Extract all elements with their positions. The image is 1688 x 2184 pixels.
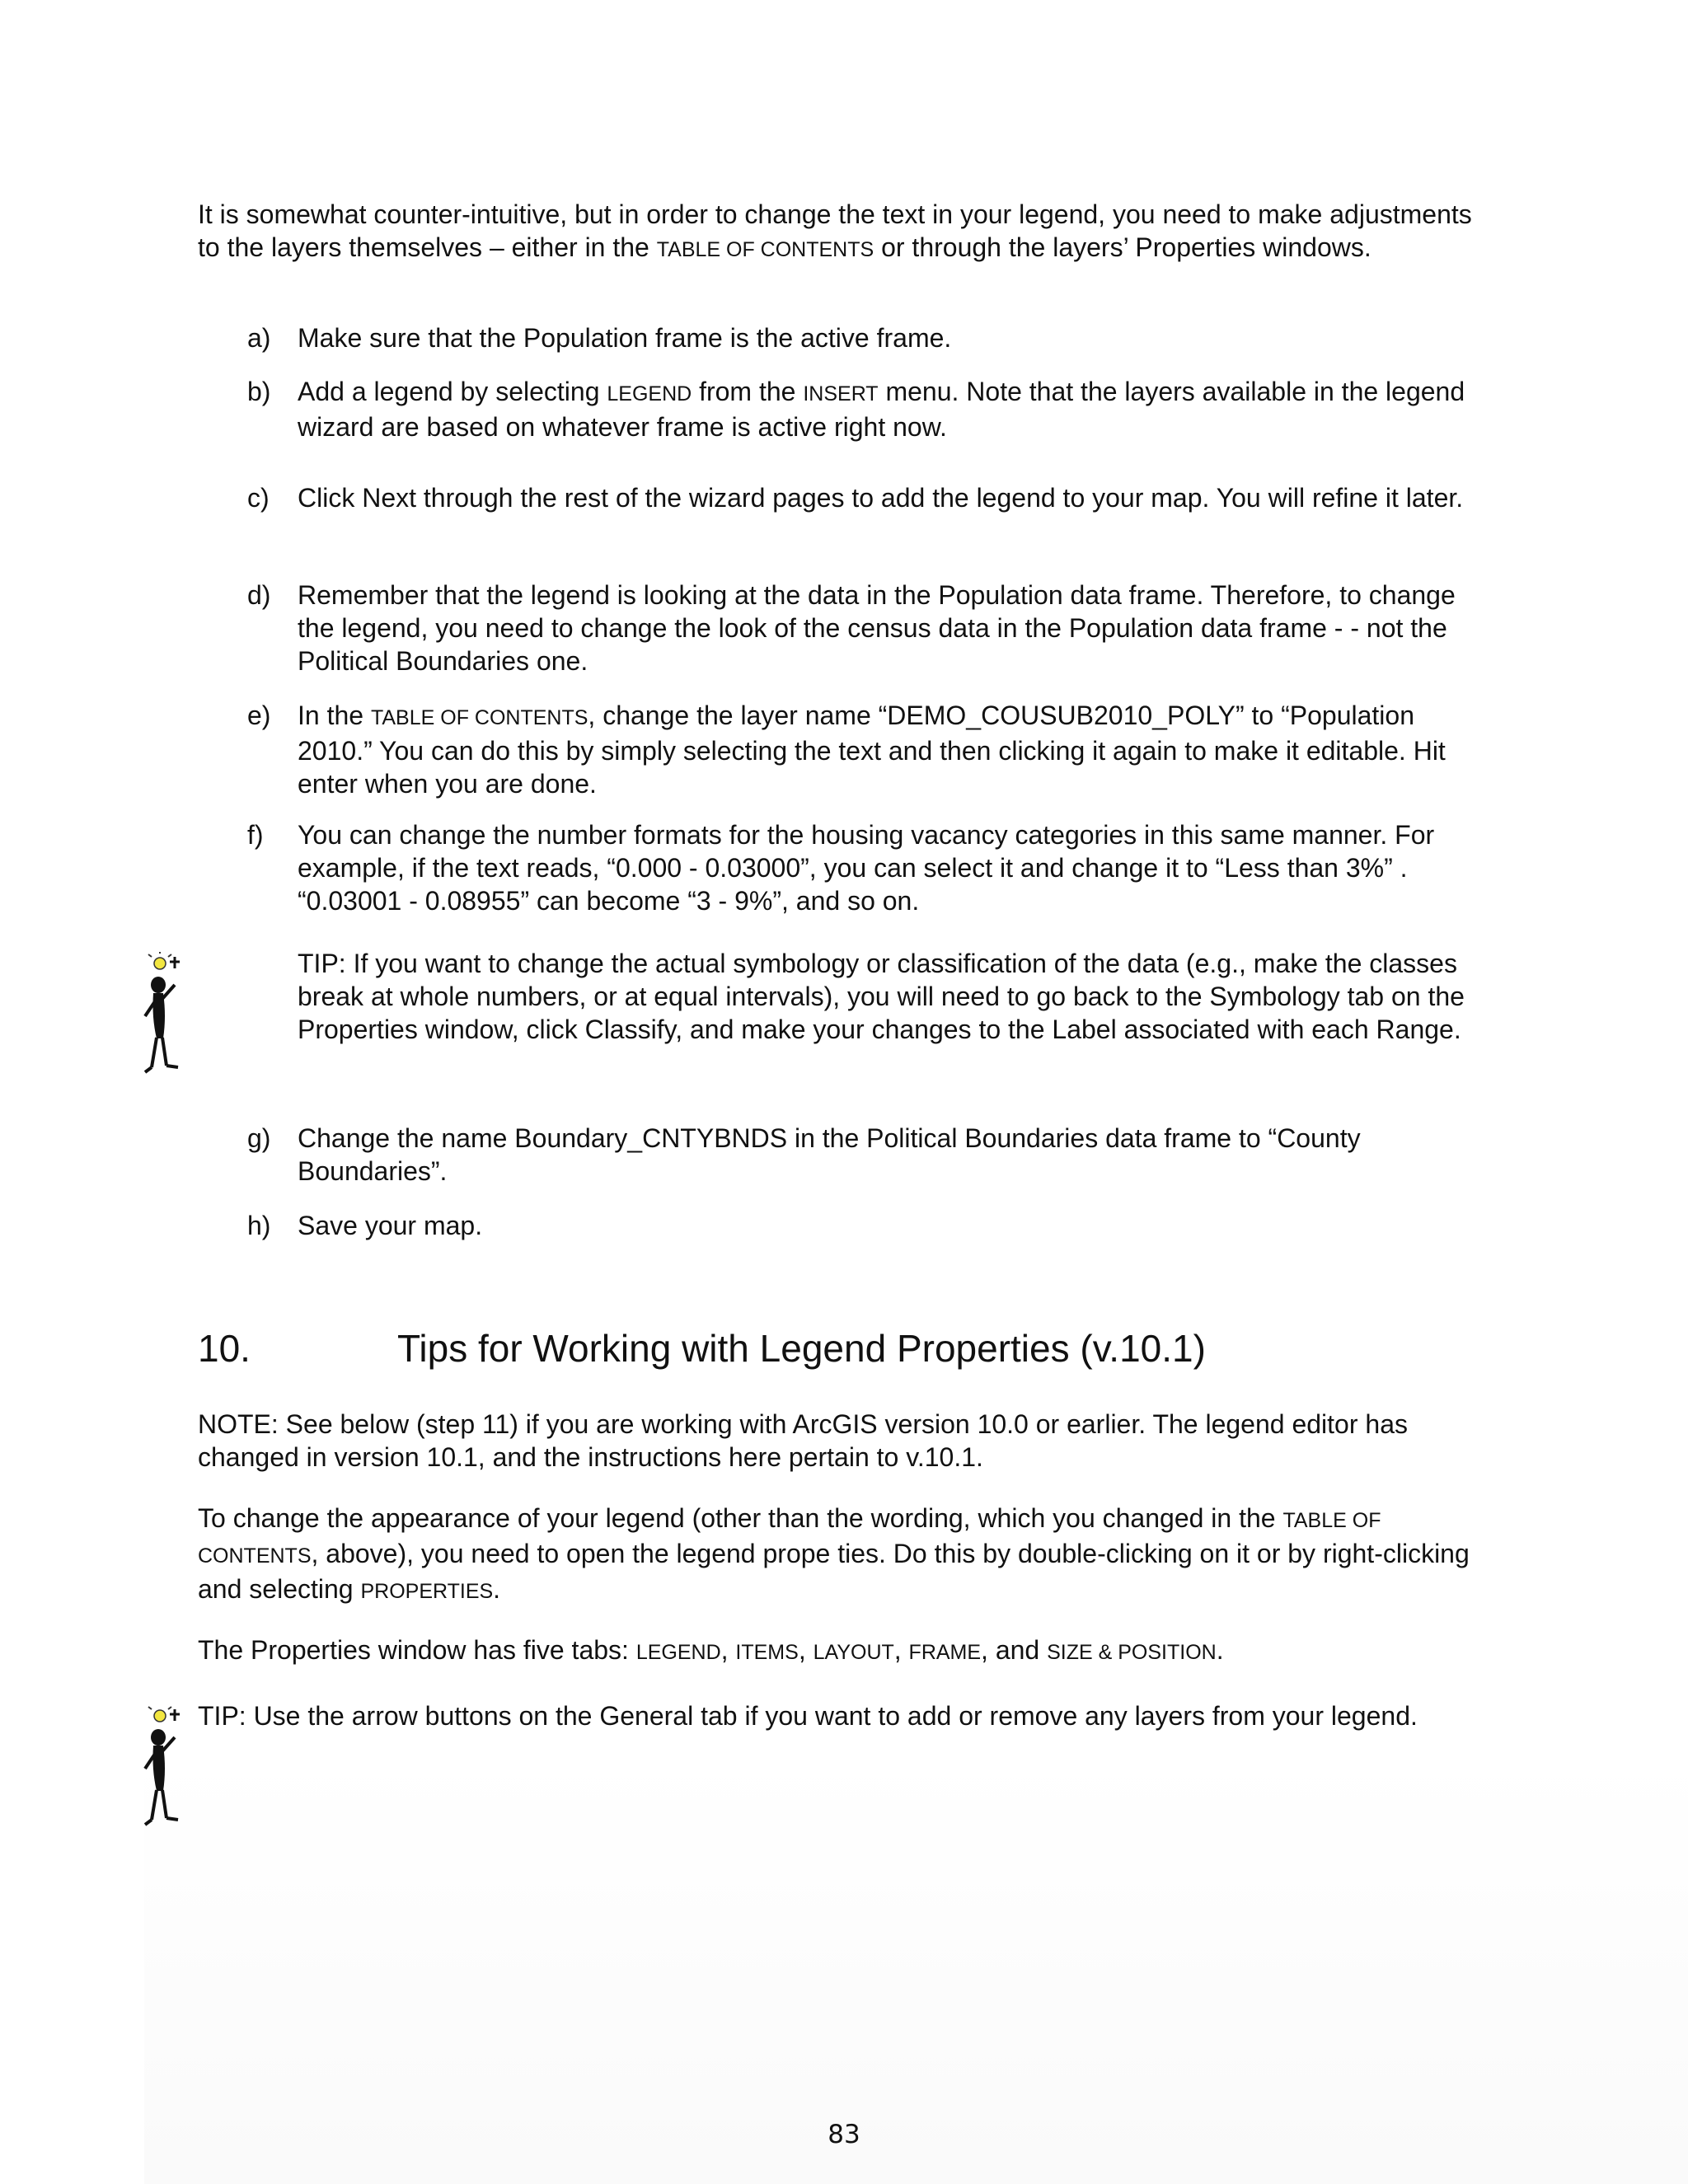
legend-smallcaps: LEGEND [607, 382, 692, 405]
note-paragraph: NOTE: See below (step 11) if you are working with ArcGIS version 10.0 or earlier. The legend editor has changed in version 10.1, and the instructions here pertain to v.10.1. [198, 1409, 1408, 1472]
tabs-paragraph: The Properties window has five tabs: LEGEND, ITEMS, LAYOUT, FRAME, and SIZE & POSITION. [198, 1635, 1224, 1665]
step-text: Remember that the legend is looking at the data in the Population data frame. Therefore, to change the legend, you need to change the look of the census data in the Population data frame - - not the Political Boundaries one. [298, 580, 1456, 676]
step-label: g) [247, 1123, 271, 1153]
step-label: b) [247, 377, 271, 406]
section-number: 10. [198, 1327, 251, 1370]
intro-paragraph [198, 198, 1492, 266]
step-label: d) [247, 580, 271, 610]
tip-stick-figure-icon [142, 952, 191, 1084]
step-text: Change the name Boundary_CNTYBNDS in the Political Boundaries data frame to “County Boundaries”. [298, 1123, 1361, 1186]
step-label: a) [247, 323, 271, 353]
step-text: Add a legend by selecting LEGEND from the INSERT menu. Note that the layers available in the legend wizard are based on whatever frame is active right now. [298, 377, 1465, 442]
toc-smallcaps: TABLE OF CONTENTS [370, 706, 588, 729]
step-label: h) [247, 1211, 271, 1240]
properties-smallcaps: PROPERTIES [360, 1580, 494, 1603]
change-appearance-paragraph: To change the appearance of your legend (other than the wording, which you changed in the TABLE OF CONTENTS, above), you need to open the legend prope ties. Do this by double-clicking on it or by right-clicking and selecting PROPERTIES. [198, 1503, 1470, 1604]
insert-smallcaps: INSERT [803, 382, 879, 405]
intro-text-1: It is somewhat counter-intuitive, but in order to change the text in your legend, you need to make adjustments to the layers themselves – either in the [198, 199, 1472, 262]
tab-size-position: SIZE & POSITION [1047, 1641, 1217, 1664]
step-text: Save your map. [298, 1211, 483, 1240]
tip-symbology: TIP: If you want to change the actual symbology or classification of the data (e.g., make the classes break at whole numbers, or at equal intervals), you will need to go back to the Symbology tab on the Properties window, click Classify, and make your changes to the Label associated with each Range. [298, 949, 1465, 1044]
tab-frame: FRAME [908, 1641, 982, 1664]
tab-layout: LAYOUT [813, 1641, 894, 1664]
intro-text-2: or through the layers’ Properties windows. [881, 232, 1372, 262]
step-text: Click Next through the rest of the wizard pages to add the legend to your map. You will refine it later. [298, 483, 1464, 513]
step-label: f) [247, 820, 264, 850]
step-text: In the TABLE OF CONTENTS, change the layer name “DEMO_COUSUB2010_POLY” to “Population 2010.” You can do this by simply selecting the text and then clicking it again to make it editable. Hit enter when you are done. [298, 701, 1446, 799]
page-number: 83 [828, 2120, 860, 2149]
tab-legend: LEGEND [635, 1641, 721, 1664]
tip-arrow-buttons: TIP: Use the arrow buttons on the General tab if you want to add or remove any layers from your legend. [198, 1701, 1418, 1731]
tab-items: ITEMS [735, 1641, 799, 1664]
toc-smallcaps: TABLE OF CONTENTS [656, 238, 874, 261]
step-text: You can change the number formats for the housing vacancy categories in this same manner. For example, if the text reads, “0.000 - 0.03000”, you can select it and change it to “Less than 3%” . “0.03001 - 0.08955” can become “3 - 9%”, and so on. [298, 820, 1435, 916]
section-title: Tips for Working with Legend Properties (v.10.1) [397, 1327, 1206, 1370]
step-label: e) [247, 701, 271, 730]
step-label: c) [247, 483, 270, 513]
tip-stick-figure-icon [142, 1704, 191, 1836]
step-text: Make sure that the Population frame is the active frame. [298, 323, 952, 353]
toc-smallcaps: TABLE OF CONTENTS [198, 1509, 1381, 1568]
